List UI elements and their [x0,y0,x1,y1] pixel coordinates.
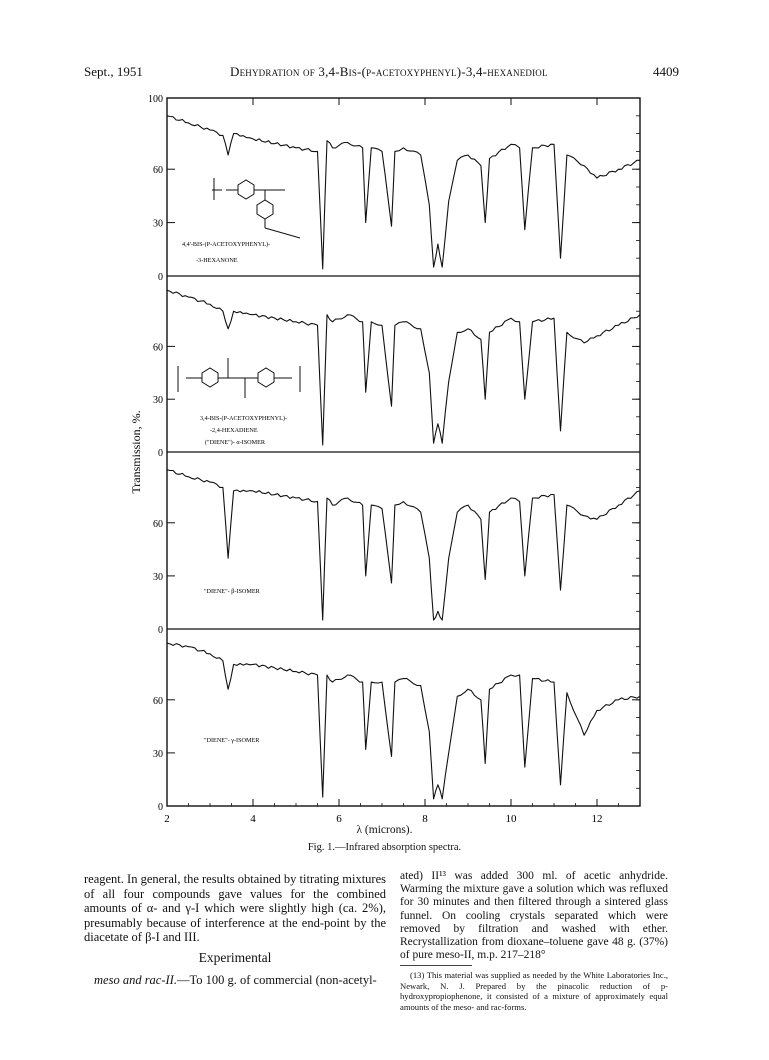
y-tick-label: 0 [158,625,163,636]
structure-sketch-2 [178,358,300,398]
figure-caption: Fig. 1.—Infrared absorption spectra. [307,842,462,853]
page-number: 4409 [653,64,679,79]
panel4-label: "DIENE"- γ-ISOMER [204,737,260,744]
right-paragraph: ated) II¹³ was added 300 ml. of acetic anhydride. Warming the mixture gave a solution which was refluxed for 30 minutes and then filtered through a sintered glass funnel. On cooling crystals separated which were removed by filtration and washed with ether. Recrystallization from dioxane–toluene gave 48 g. (37%) of pure meso-II, m.p. 217–218° [400,870,668,962]
x-tick-label: 4 [250,813,256,825]
x-axis-ticks [164,98,618,825]
experimental-lead: meso and rac-II. [94,973,177,987]
spectrum-trace-4 [167,643,640,799]
x-tick-label: 10 [505,813,517,825]
x-tick-label: 6 [336,813,342,825]
experimental-text: —To 100 g. of commercial (non-acetyl- [176,973,377,987]
x-tick-label: 8 [422,813,428,825]
panel-dividers [167,276,640,629]
y-tick-label: 30 [153,571,163,583]
panel3-label: "DIENE"- β-ISOMER [204,588,260,595]
x-tick-label: 12 [591,813,603,825]
section-heading-experimental: Experimental [198,949,272,965]
left-paragraph: reagent. In general, the results obtained by titrating mixtures of all four compounds gave values for the combined amounts of α- and γ-I which were slightly high (ca. 2%), presumably because of interference at the end-point by the diacetate of β-I and III. [84,872,386,944]
running-header-title: Dehydration of 3,4-Bis-(p-acetoxyphenyl)-3,4-hexanediol [230,64,548,79]
y-tick-label: 100 [148,94,163,105]
structure-sketch-1 [212,178,300,238]
y-tick-label: 60 [153,342,163,354]
x-axis-label: λ (microns). [356,824,413,836]
y-tick-label: 0 [158,272,163,283]
panel2-label-line1: 3,4-BIS-(P-ACETOXYPHENYL)- [200,415,288,422]
spectrum-traces [167,116,640,799]
x-tick-label: 2 [164,813,170,825]
panel1-label-line2: -3-HEXANONE [196,257,238,264]
running-header-date: Sept., 1951 [84,64,143,79]
y-tick-label: 60 [153,518,163,530]
footnote-rule [400,965,472,966]
panel2-label-line3: ("DIENE")- α-ISOMER [205,439,266,446]
footnote-13: (13) This material was supplied as needed by the White Laboratories Inc., Newark, N. J. Prepared by the pinacolic reduction of p-hydroxypropiophenone, it consisted of a mixture of approximately equal amounts of the meso- and rac-forms. [400,970,668,1012]
y-tick-label: 0 [158,802,163,813]
panel2-label-line2: -2,4-HEXADIENE [210,427,258,434]
body-right-column [400,870,668,1012]
y-axis-label: Transmission, %. [129,410,143,494]
y-tick-label: 30 [153,218,163,230]
body-left-column [84,872,386,988]
experimental-paragraph [84,973,386,988]
y-tick-label: 60 [153,695,163,707]
y-tick-label: 30 [153,748,163,760]
y-tick-label: 30 [153,395,163,407]
panel1-label-line1: 4,4'-BIS-(P-ACETOXYPHENYL)- [182,241,271,248]
y-tick-label: 0 [158,448,163,459]
y-tick-label: 60 [153,165,163,177]
spectrum-trace-3 [167,470,640,620]
